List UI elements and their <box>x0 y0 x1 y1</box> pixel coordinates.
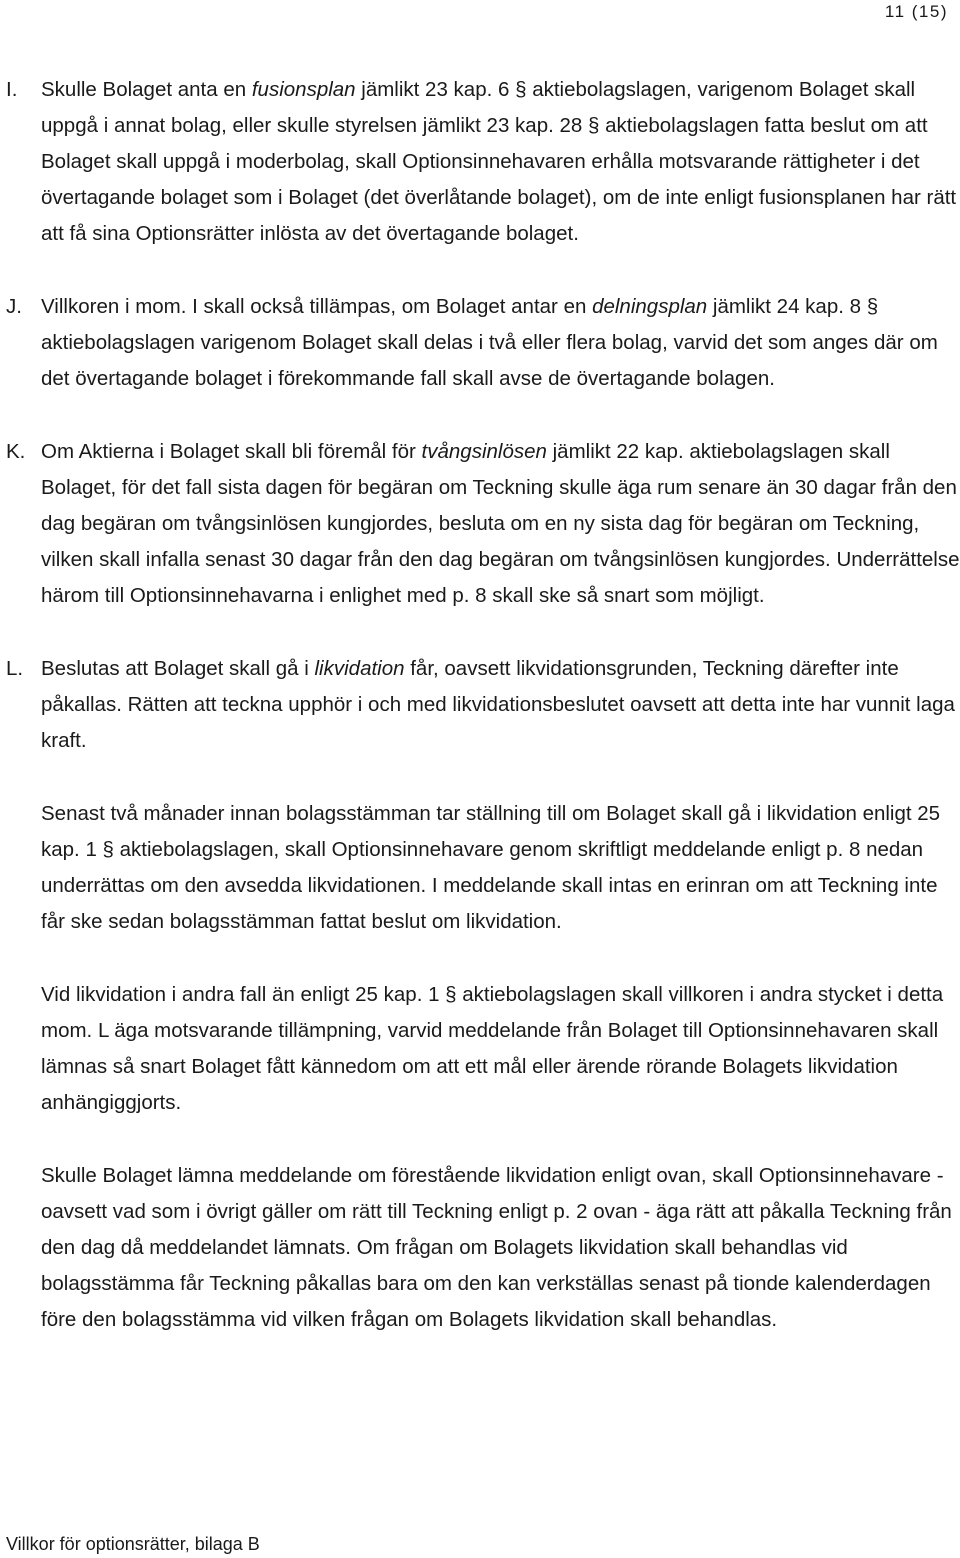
section-i <box>0 72 960 252</box>
section-text-part: Om Aktierna i Bolaget skall bli föremål för <box>41 440 422 463</box>
document-body <box>0 72 960 1375</box>
section-emphasis: likvidation <box>314 657 405 680</box>
section-l <box>0 651 960 759</box>
section-emphasis: delningsplan <box>592 295 708 318</box>
paragraph: Vid likvidation i andra fall än enligt 25 kap. 1 § aktiebolagslagen skall villkoren i andra stycket i detta mom. L äga motsvarande tillämpning, varvid meddelande från Bolaget till Optionsinnehavaren skall lämnas så snart Bolaget fått kännedom om att ett mål eller ärende rörande Bolagets likvidation anhängiggjorts. <box>41 983 944 1114</box>
section-text-part: får, oavsett likvidationsgrunden, Teckning därefter inte påkallas. Rätten att teckna upphör i och med likvidationsbeslutet oavsett att detta inte har vunnit laga kraft. <box>41 657 955 752</box>
section-emphasis: fusionsplan <box>251 78 356 101</box>
section-emphasis: tvångsinlösen <box>421 440 547 463</box>
section-text <box>41 78 956 245</box>
section-text-part: jämlikt 24 kap. 8 § aktiebolagslagen varigenom Bolaget skall delas i två eller flera bolag, varvid det som anges där om det övertagande bolaget i förekommande fall skall avse de övertagande bolagen. <box>41 295 938 390</box>
section-text-part: Villkoren i mom. I skall också tillämpas, om Bolaget antar en <box>41 295 593 318</box>
page-number: 11 (15) <box>884 2 948 21</box>
section-j <box>0 289 960 397</box>
paragraph: Skulle Bolaget lämna meddelande om förestående likvidation enligt ovan, skall Optionsinnehavare - oavsett vad som i övrigt gäller om rätt till Teckning enligt p. 2 ovan - äga rätt att påkalla Teckning från den dag då meddelandet lämnats. Om frågan om Bolagets likvidation skall behandlas vid bolagsstämma får Teckning påkallas bara om den kan verkställas senast på tionde kalenderdagen före den bolagsstämma vid vilken frågan om Bolagets likvidation skall behandlas. <box>41 1164 952 1331</box>
page-footer: Villkor för optionsrätter, bilaga B <box>6 1534 260 1554</box>
section-text-part: Skulle Bolaget anta en <box>41 78 252 101</box>
section-text <box>41 440 960 607</box>
section-text-part: jämlikt 23 kap. 6 § aktiebolagslagen, varigenom Bolaget skall uppgå i annat bolag, eller skulle styrelsen jämlikt 23 kap. 28 § aktiebolagslagen fatta beslut om att Bolaget skall uppgå i moderbolag, skall Optionsinnehavaren erhålla motsvarande rättigheter i det övertagande bolaget som i Bolaget (det överlåtande bolaget), om de inte enligt fusionsplanen har rätt att få sina Optionsrätter inlösta av det övertagande bolaget. <box>41 78 957 245</box>
section-letter: I. <box>6 78 18 101</box>
paragraph: Senast två månader innan bolagsstämman tar ställning till om Bolaget skall gå i likvidation enligt 25 kap. 1 § aktiebolagslagen, skall Optionsinnehavare genom skriftligt meddelande enligt p. 8 nedan underrättas om den avsedda likvidationen. I meddelande skall intas en erinran om att Teckning inte får ske sedan bolagsstämman fattat beslut om likvidation. <box>41 802 941 933</box>
section-k <box>0 434 960 614</box>
section-letter: K. <box>6 440 26 463</box>
section-text <box>41 295 938 390</box>
section-text-part: Beslutas att Bolaget skall gå i <box>41 657 315 680</box>
section-letter: J. <box>6 295 22 318</box>
section-letter: L. <box>6 657 24 680</box>
section-text-part: jämlikt 22 kap. aktiebolagslagen skall Bolaget, för det fall sista dagen för begäran om Teckning skulle äga rum senare än 30 dagar från den dag begäran om tvångsinlösen kungjordes, besluta om en ny sista dag för begäran om Teckning, vilken skall infalla senast 30 dagar från den dag begäran om tvångsinlösen kungjordes. Underrättelse härom till Optionsinnehavarna i enlighet med p. 8 skall ske så snart som möjligt. <box>41 440 960 607</box>
section-text <box>41 657 955 752</box>
